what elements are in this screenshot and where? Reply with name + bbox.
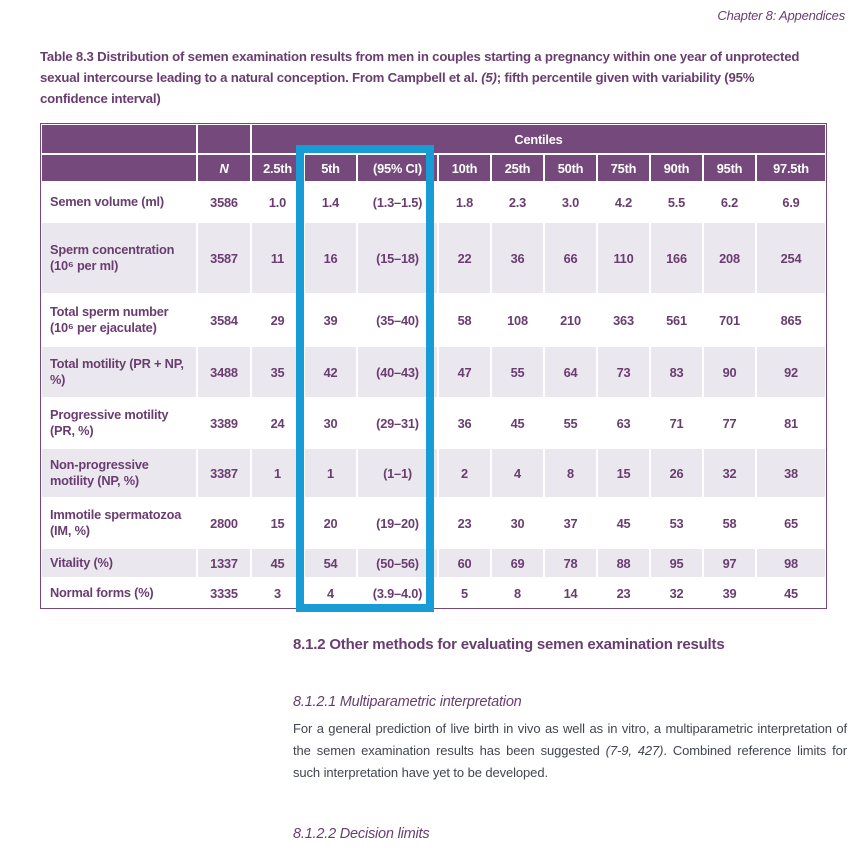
cell-value: 15	[251, 498, 304, 548]
cell-value: 11	[251, 222, 304, 294]
column-header: 10th	[438, 154, 491, 182]
caption-text-tail: ; fifth percentile given with variability (95% confidence interval)	[40, 70, 755, 106]
cell-value: 24	[251, 398, 304, 448]
cell-value: 3	[251, 578, 304, 608]
cell-value: 254	[756, 222, 826, 294]
cell-value: 60	[438, 548, 491, 578]
cell-value: (1–1)	[357, 448, 438, 498]
cell-value: 58	[703, 498, 756, 548]
paragraph-text-tail: . Combined reference limits for such interpretation have yet to be developed.	[293, 743, 847, 780]
cell-value: 90	[703, 346, 756, 398]
column-header: 97.5th	[756, 154, 826, 182]
cell-value: 23	[438, 498, 491, 548]
cell-value: 210	[544, 294, 597, 346]
cell-value: 865	[756, 294, 826, 346]
caption-reference: (5)	[481, 70, 497, 85]
cell-value: 8	[544, 448, 597, 498]
cell-value: 208	[703, 222, 756, 294]
table-row	[41, 498, 826, 548]
row-label: Vitality (%)	[41, 548, 197, 578]
cell-value: 2.3	[491, 182, 544, 222]
cell-value: 64	[544, 346, 597, 398]
column-header: 95th	[703, 154, 756, 182]
cell-value: 78	[544, 548, 597, 578]
cell-value: 73	[597, 346, 650, 398]
cell-value: 5	[438, 578, 491, 608]
column-header: 75th	[597, 154, 650, 182]
table-row	[41, 578, 826, 608]
results-table	[40, 123, 827, 609]
column-header: 90th	[650, 154, 703, 182]
row-label: Normal forms (%)	[41, 578, 197, 608]
cell-value: 77	[703, 398, 756, 448]
cell-value: 32	[703, 448, 756, 498]
cell-value: 71	[650, 398, 703, 448]
cell-value: 16	[304, 222, 357, 294]
cell-value: 37	[544, 498, 597, 548]
cell-value: 29	[251, 294, 304, 346]
table-caption	[40, 46, 802, 109]
subsection-1-heading: 8.1.2.1 Multiparametric interpretation	[293, 694, 522, 710]
cell-value: 8	[491, 578, 544, 608]
row-label: Progressive motility (PR, %)	[41, 398, 197, 448]
cell-value: 166	[650, 222, 703, 294]
cell-value: 1337	[197, 548, 251, 578]
column-header: N	[197, 154, 251, 182]
cell-value: (29–31)	[357, 398, 438, 448]
row-label: Immotile spermatozoa (IM, %)	[41, 498, 197, 548]
cell-value: 3584	[197, 294, 251, 346]
cell-value: 1	[251, 448, 304, 498]
cell-value: 2800	[197, 498, 251, 548]
cell-value: 88	[597, 548, 650, 578]
cell-value: 63	[597, 398, 650, 448]
cell-value: 92	[756, 346, 826, 398]
cell-value: 701	[703, 294, 756, 346]
cell-value: 58	[438, 294, 491, 346]
cell-value: 110	[597, 222, 650, 294]
cell-value: 66	[544, 222, 597, 294]
cell-value: 22	[438, 222, 491, 294]
cell-value: (40–43)	[357, 346, 438, 398]
cell-value: 53	[650, 498, 703, 548]
table-row	[41, 346, 826, 398]
cell-value: (50–56)	[357, 548, 438, 578]
corner-cell	[41, 124, 197, 154]
cell-value: 97	[703, 548, 756, 578]
cell-value: 14	[544, 578, 597, 608]
cell-value: 69	[491, 548, 544, 578]
table-row	[41, 182, 826, 222]
cell-value: 42	[304, 346, 357, 398]
centiles-header: Centiles	[251, 124, 826, 154]
cell-value: 3335	[197, 578, 251, 608]
cell-value: (15–18)	[357, 222, 438, 294]
cell-value: 15	[597, 448, 650, 498]
cell-value: (19–20)	[357, 498, 438, 548]
cell-value: 35	[251, 346, 304, 398]
n-corner-cell	[197, 124, 251, 154]
cell-value: 1.8	[438, 182, 491, 222]
cell-value: 4.2	[597, 182, 650, 222]
table-row	[41, 222, 826, 294]
cell-value: 20	[304, 498, 357, 548]
cell-value: (35–40)	[357, 294, 438, 346]
column-header: 2.5th	[251, 154, 304, 182]
cell-value: 55	[544, 398, 597, 448]
cell-value: 5.5	[650, 182, 703, 222]
cell-value: 1.4	[304, 182, 357, 222]
cell-value: 26	[650, 448, 703, 498]
cell-value: 36	[491, 222, 544, 294]
cell-value: 108	[491, 294, 544, 346]
centiles-header-row	[41, 124, 826, 154]
cell-value: 47	[438, 346, 491, 398]
cell-value: 65	[756, 498, 826, 548]
row-label: Sperm concentration (10⁶ per ml)	[41, 222, 197, 294]
cell-value: 83	[650, 346, 703, 398]
cell-value: 30	[491, 498, 544, 548]
cell-value: (1.3–1.5)	[357, 182, 438, 222]
cell-value: 1.0	[251, 182, 304, 222]
cell-value: 6.2	[703, 182, 756, 222]
row-label: Semen volume (ml)	[41, 182, 197, 222]
cell-value: 98	[756, 548, 826, 578]
row-label: Total sperm number (10⁶ per ejaculate)	[41, 294, 197, 346]
cell-value: 2	[438, 448, 491, 498]
section-8-1-2	[293, 636, 847, 842]
cell-value: 38	[756, 448, 826, 498]
cell-value: 4	[304, 578, 357, 608]
cell-value: 23	[597, 578, 650, 608]
table-row	[41, 448, 826, 498]
cell-value: 3389	[197, 398, 251, 448]
cell-value: 54	[304, 548, 357, 578]
table-row	[41, 548, 826, 578]
cell-value: 3387	[197, 448, 251, 498]
subsection-2-heading: 8.1.2.2 Decision limits	[293, 826, 430, 842]
cell-value: 39	[703, 578, 756, 608]
row-label: Total motility (PR + NP, %)	[41, 346, 197, 398]
cell-value: 81	[756, 398, 826, 448]
chapter-header: Chapter 8: Appendices	[717, 8, 845, 23]
paragraph-reference: (7-9, 427)	[605, 743, 664, 758]
row-label: Non-progressive motility (NP, %)	[41, 448, 197, 498]
cell-value: 3586	[197, 182, 251, 222]
cell-value: 45	[491, 398, 544, 448]
paragraph-text: For a general prediction of live birth in vivo as well as in vitro, a multiparametric interpretation of the semen examination results has been suggested	[293, 721, 847, 758]
column-header: 50th	[544, 154, 597, 182]
column-header: 5th	[304, 154, 357, 182]
cell-value: 1	[304, 448, 357, 498]
cell-value: 36	[438, 398, 491, 448]
cell-value: 95	[650, 548, 703, 578]
label-corner-cell	[41, 154, 197, 182]
columns-header-row	[41, 154, 826, 182]
caption-text: Table 8.3 Distribution of semen examination results from men in couples starting a pregnancy within one year of unprotected sexual intercourse leading to a natural conception. From Campbell et al.	[40, 49, 800, 85]
column-header: 25th	[491, 154, 544, 182]
cell-value: 45	[251, 548, 304, 578]
cell-value: 45	[756, 578, 826, 608]
cell-value: 3587	[197, 222, 251, 294]
cell-value: (3.9–4.0)	[357, 578, 438, 608]
cell-value: 561	[650, 294, 703, 346]
cell-value: 3.0	[544, 182, 597, 222]
cell-value: 363	[597, 294, 650, 346]
table-row	[41, 294, 826, 346]
table-body	[41, 182, 826, 608]
cell-value: 39	[304, 294, 357, 346]
table-row	[41, 398, 826, 448]
cell-value: 32	[650, 578, 703, 608]
cell-value: 4	[491, 448, 544, 498]
cell-value: 45	[597, 498, 650, 548]
column-header: (95% CI)	[357, 154, 438, 182]
body-paragraph	[293, 718, 847, 784]
cell-value: 6.9	[756, 182, 826, 222]
section-heading: 8.1.2 Other methods for evaluating semen examination results	[293, 636, 725, 653]
cell-value: 55	[491, 346, 544, 398]
cell-value: 30	[304, 398, 357, 448]
cell-value: 3488	[197, 346, 251, 398]
